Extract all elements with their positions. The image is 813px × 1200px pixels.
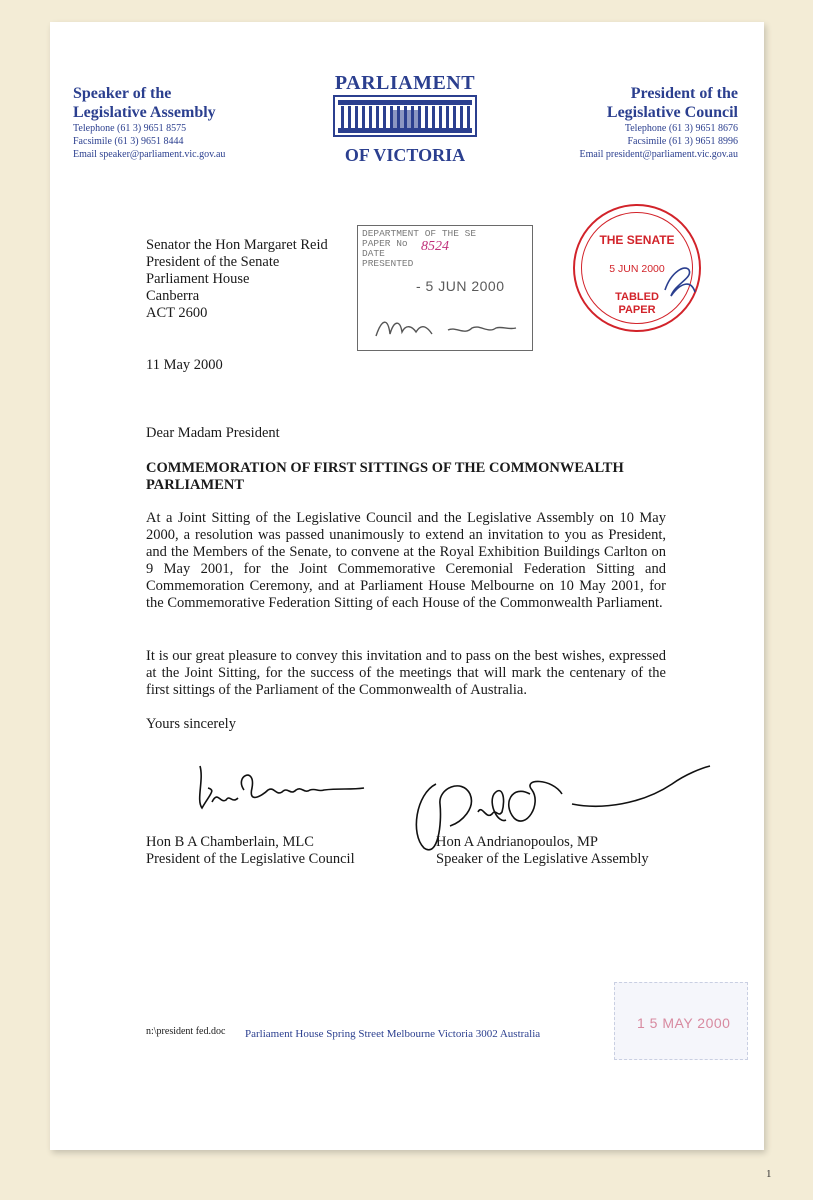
seal-date: 5 JUN 2000 bbox=[609, 263, 665, 275]
president-letterhead bbox=[579, 84, 738, 161]
speaker-email: Email speaker@parliament.vic.gov.au bbox=[73, 149, 226, 160]
signatory-role: Speaker of the Legislative Assembly bbox=[436, 851, 649, 867]
president-facsimile: Facsimile (61 3) 9651 8996 bbox=[627, 136, 738, 147]
signatory-andrianopoulos bbox=[436, 834, 649, 868]
parliament-crest bbox=[332, 72, 478, 165]
faded-received-stamp bbox=[614, 982, 748, 1060]
signatory-name: Hon B A Chamberlain, MLC bbox=[146, 834, 314, 850]
speaker-title-line1: Speaker of the bbox=[73, 85, 172, 102]
seal-initial-mark bbox=[661, 262, 699, 302]
speaker-telephone: Telephone (61 3) 9651 8575 bbox=[73, 123, 187, 134]
stamp-date: - 5 JUN 2000 bbox=[416, 278, 505, 294]
letter-date: 11 May 2000 bbox=[146, 357, 223, 373]
seal-title: THE SENATE bbox=[599, 233, 675, 247]
stamp-labels: DEPARTMENT OF THE SE PAPER No DATE PRESENTED bbox=[362, 228, 477, 269]
paragraph-2: It is our great pleasure to convey this invitation and to pass on the best wishes, expressed at the Joint Sitting, for the success of the meetings that will mark the centenary of the first sittings of the Parliament of the Commonwealth of Australia. bbox=[146, 648, 666, 698]
letter-heading: COMMEMORATION OF FIRST SITTINGS OF THE COMMONWEALTH PARLIAMENT bbox=[146, 460, 624, 493]
crest-subtitle: OF VICTORIA bbox=[344, 145, 466, 165]
senate-tabled-seal bbox=[573, 204, 701, 332]
paragraph-1: At a Joint Sitting of the Legislative Council and the Legislative Assembly on 10 May 2000, a resolution was passed unanimously to extend an invitation to you as President, and the Members of the Senate, to convene at the Royal Exhibition Buildings Carlton on 9 May 2001, for the Joint Commemorative Ceremonial Federation Sitting and Commemoration Ceremony, and at Parliament House Melbourne on 10 May 2001, for the Commemorative Federation Sitting of each House of the Commonwealth Parliament. bbox=[146, 510, 666, 611]
footer-file-path: n:\president fed.doc bbox=[146, 1026, 226, 1037]
addressee-line: ACT 2600 bbox=[146, 305, 208, 321]
president-title-line1: President of the bbox=[630, 85, 738, 102]
speaker-facsimile: Facsimile (61 3) 9651 8444 bbox=[73, 136, 184, 147]
addressee-line: President of the Senate bbox=[146, 254, 280, 270]
signatory-chamberlain bbox=[146, 834, 355, 868]
addressee-line: Canberra bbox=[146, 288, 200, 304]
letter-page bbox=[50, 22, 764, 1150]
faded-stamp-date: 1 5 MAY 2000 bbox=[637, 1015, 731, 1031]
addressee-line: Parliament House bbox=[146, 271, 250, 287]
president-telephone: Telephone (61 3) 9651 8676 bbox=[624, 123, 738, 134]
page-number: 1 bbox=[766, 1168, 772, 1180]
speaker-letterhead bbox=[73, 84, 225, 161]
stamp-initials-signature bbox=[372, 314, 522, 342]
salutation: Dear Madam President bbox=[146, 425, 280, 441]
seal-tabled-paper: TABLED PAPER bbox=[615, 291, 659, 316]
closing: Yours sincerely bbox=[146, 716, 236, 732]
addressee-block bbox=[146, 237, 328, 322]
crest-title: PARLIAMENT bbox=[334, 72, 476, 94]
chamberlain-signature bbox=[190, 760, 370, 818]
president-title-line2: Legislative Council bbox=[606, 104, 738, 121]
stamp-paper-number: 8524 bbox=[421, 239, 449, 254]
president-email: Email president@parliament.vic.gov.au bbox=[579, 149, 738, 160]
parliament-building-icon bbox=[332, 94, 478, 138]
signatory-role: President of the Legislative Council bbox=[146, 851, 355, 867]
speaker-title-line2: Legislative Assembly bbox=[73, 104, 216, 121]
addressee-line: Senator the Hon Margaret Reid bbox=[146, 237, 328, 253]
signatory-name: Hon A Andrianopoulos, MP bbox=[436, 834, 598, 850]
department-received-stamp bbox=[357, 225, 533, 351]
footer-address: Parliament House Spring Street Melbourne Victoria 3002 Australia bbox=[245, 1028, 541, 1040]
